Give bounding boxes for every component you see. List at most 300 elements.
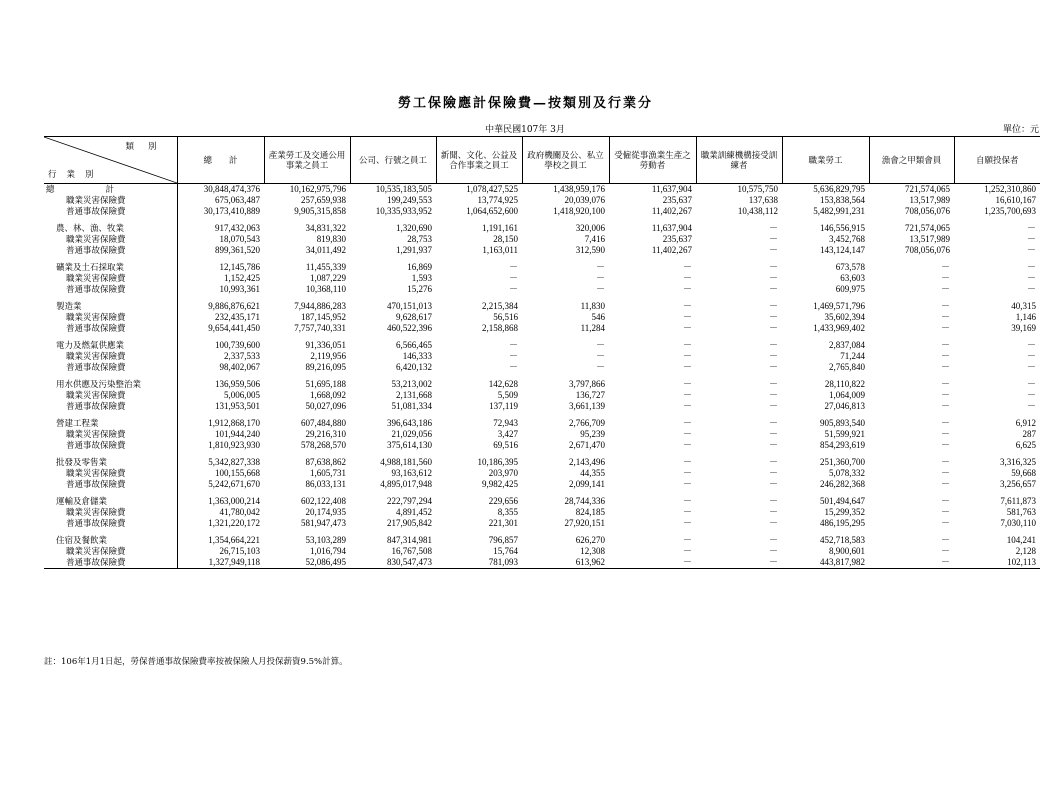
table-cell: 93,163,612 [391, 468, 432, 478]
table-cell: 1,354,664,221 [208, 535, 260, 545]
table-cell: 2,131,668 [396, 390, 432, 400]
table-cell: － [768, 262, 778, 272]
col-header: 職業勞工 [782, 137, 869, 184]
table-cell: 102,113 [954, 557, 1040, 569]
table-cell: 11,830 [580, 301, 605, 311]
table-cell: 11,637,904 [651, 184, 692, 194]
table-cell: 13,517,989 [909, 195, 950, 205]
table-cell: － [940, 390, 950, 400]
table-cell: 28,110,822 [824, 379, 865, 389]
table-cell: 1,146 [1015, 312, 1036, 322]
table-cell: － [768, 323, 778, 333]
table-cell: 11,637,904 [651, 223, 692, 233]
table-cell: － [768, 518, 778, 528]
table-cell: 137,119 [489, 401, 518, 411]
table-cell: 11,284 [580, 323, 605, 333]
table-cell: 28,150 [493, 234, 518, 244]
table-row [44, 206, 1040, 217]
table-cell: 1,363,000,214 [208, 496, 260, 506]
table-cell: 89,216,095 [305, 362, 346, 372]
header-row [44, 137, 1040, 184]
row-label: 普通事故保險費 [44, 362, 177, 373]
table-row [44, 451, 1040, 468]
table-row [44, 312, 1040, 323]
table-cell: － [508, 262, 518, 272]
table-cell: 721,574,065 [905, 184, 950, 194]
table-cell: － [768, 390, 778, 400]
table-cell: 30,848,474,376 [203, 184, 260, 194]
table-cell: － [940, 301, 950, 311]
table-cell: 136,959,506 [215, 379, 260, 389]
table-cell: － [768, 479, 778, 489]
table-cell: － [682, 479, 692, 489]
table-cell: － [682, 496, 692, 506]
table-cell: 16,610,167 [995, 195, 1036, 205]
report-period: 中華民國107年 3月 [485, 125, 565, 135]
table-cell: － [682, 340, 692, 350]
table-cell: 9,886,876,621 [208, 301, 260, 311]
table-cell: 10,186,395 [477, 457, 518, 467]
table-row [44, 334, 1040, 351]
table-cell: 59,668 [1011, 468, 1036, 478]
table-cell: － [595, 284, 605, 294]
table-cell: － [682, 351, 692, 361]
table-cell: 2,837,084 [829, 340, 865, 350]
table-cell: 6,912 [1015, 418, 1036, 428]
table-cell: － [940, 507, 950, 517]
table-cell: － [682, 468, 692, 478]
row-label: 職業災害保險費 [44, 507, 177, 518]
table-cell: － [682, 379, 692, 389]
row-label: 普通事故保險費 [44, 245, 177, 256]
table-cell: 1,438,959,176 [553, 184, 605, 194]
table-cell: 581,763 [1006, 507, 1036, 517]
table-cell: － [940, 273, 950, 283]
table-row [44, 245, 1040, 256]
table-cell: 320,006 [575, 223, 605, 233]
table-cell: － [1026, 362, 1036, 372]
row-label: 製造業 [44, 295, 177, 312]
table-cell: － [940, 262, 950, 272]
table-cell: － [682, 262, 692, 272]
table-row [44, 557, 1040, 569]
table-cell: 5,078,332 [829, 468, 865, 478]
table-cell: 1,593 [411, 273, 432, 283]
table-cell: － [869, 557, 954, 569]
table-cell: 8,900,601 [829, 546, 865, 556]
table-cell: 1,064,652,600 [466, 206, 518, 216]
table-cell: 2,158,868 [482, 323, 518, 333]
table-cell: － [682, 390, 692, 400]
table-cell: 153,838,564 [820, 195, 865, 205]
table-cell: － [768, 284, 778, 294]
unit-label: 單位：元 [1002, 125, 1039, 135]
table-cell: － [696, 557, 782, 569]
table-cell: 53,103,289 [305, 535, 346, 545]
table-cell: － [940, 468, 950, 478]
col-header: 職業訓練機構接受訓練者 [696, 137, 782, 184]
table-row [44, 217, 1040, 234]
row-label: 職業災害保險費 [44, 390, 177, 401]
table-row [44, 440, 1040, 451]
col-header: 產業勞工及交通公用事業之員工 [264, 137, 350, 184]
table-cell: － [609, 557, 696, 569]
table-cell: － [768, 507, 778, 517]
table-cell: 819,830 [316, 234, 346, 244]
table-cell: 899,361,520 [215, 245, 260, 255]
table-cell: － [682, 323, 692, 333]
table-cell: 602,122,408 [301, 496, 346, 506]
table-cell: 72,943 [493, 418, 518, 428]
table-cell: 854,293,619 [820, 440, 865, 450]
table-cell: 101,944,240 [215, 429, 260, 439]
col-header: 受僱從事漁業生產之勞動者 [609, 137, 696, 184]
table-cell: 287 [1022, 429, 1036, 439]
table-cell: 486,195,295 [820, 518, 865, 528]
table-cell: 13,517,989 [909, 234, 950, 244]
row-label: 農、林、漁、牧業 [44, 217, 177, 234]
table-cell: － [940, 312, 950, 322]
table-cell: 12,145,786 [219, 262, 260, 272]
table-cell: 1,252,310,860 [984, 184, 1036, 194]
table-cell: 3,452,768 [829, 234, 865, 244]
table-cell: 1,087,229 [310, 273, 346, 283]
table-cell: 673,578 [835, 262, 865, 272]
table-cell: 222,797,294 [387, 496, 432, 506]
table-cell: － [682, 546, 692, 556]
table-cell: 443,817,982 [782, 557, 869, 569]
table-cell: 232,435,171 [215, 312, 260, 322]
table-cell: 917,432,063 [215, 223, 260, 233]
table-cell: 9,654,441,450 [208, 323, 260, 333]
table-cell: 26,715,103 [219, 546, 260, 556]
table-cell: 578,268,570 [301, 440, 346, 450]
table-cell: 824,185 [575, 507, 605, 517]
table-cell: 3,427 [497, 429, 518, 439]
table-cell: 52,086,495 [264, 557, 350, 569]
table-cell: 1,191,161 [482, 223, 518, 233]
table-cell: 229,656 [488, 496, 518, 506]
table-cell: － [768, 468, 778, 478]
table-cell: 10,162,975,796 [289, 184, 346, 194]
table-cell: 86,033,131 [305, 479, 346, 489]
table-cell: 2,128 [1015, 546, 1036, 556]
table-cell: － [682, 273, 692, 283]
corner-industry-label: 行業別 [48, 169, 104, 179]
table-row [44, 234, 1040, 245]
table-cell: 11,455,339 [305, 262, 346, 272]
table-cell: － [508, 284, 518, 294]
table-cell: 3,256,657 [1000, 479, 1036, 489]
table-cell: 7,611,873 [1000, 496, 1036, 506]
table-cell: 581,947,473 [301, 518, 346, 528]
table-cell: － [508, 351, 518, 361]
table-cell: 1,605,731 [310, 468, 346, 478]
table-cell: 1,064,009 [829, 390, 865, 400]
table-cell: － [595, 273, 605, 283]
table-row [44, 401, 1040, 412]
table-cell: － [940, 457, 950, 467]
table-cell: 12,308 [580, 546, 605, 556]
table-cell: － [508, 362, 518, 372]
table-cell: 847,314,981 [387, 535, 432, 545]
table-cell: 7,030,110 [1000, 518, 1036, 528]
col-header: 自願投保者 [954, 137, 1040, 184]
table-cell: 1,235,700,693 [984, 206, 1036, 216]
table-cell: 91,336,051 [305, 340, 346, 350]
table-cell: 10,335,933,952 [375, 206, 432, 216]
table-row [44, 490, 1040, 507]
table-cell: 5,636,829,795 [813, 184, 865, 194]
table-cell: 5,342,827,338 [208, 457, 260, 467]
table-cell: 9,905,315,858 [294, 206, 346, 216]
table-cell: － [1026, 262, 1036, 272]
table-cell: 34,831,322 [305, 223, 346, 233]
table-cell: 100,739,600 [215, 340, 260, 350]
table-cell: － [940, 418, 950, 428]
table-cell: 20,039,076 [564, 195, 605, 205]
table-cell: 8,355 [497, 507, 518, 517]
row-label: 批發及零售業 [44, 451, 177, 468]
table-cell: 221,301 [488, 518, 518, 528]
table-cell: － [768, 429, 778, 439]
col-header: 漁會之甲類會員 [869, 137, 954, 184]
table-cell: 217,905,842 [387, 518, 432, 528]
table-cell: 5,482,991,231 [813, 206, 865, 216]
table-cell: － [940, 323, 950, 333]
table-cell: 375,614,130 [387, 440, 432, 450]
table-cell: 27,920,151 [564, 518, 605, 528]
table-cell: 21,029,056 [391, 429, 432, 439]
table-cell: 1,810,923,930 [208, 440, 260, 450]
row-label: 職業災害保險費 [44, 273, 177, 284]
table-cell: 136,727 [575, 390, 605, 400]
table-cell: 16,869 [407, 262, 432, 272]
table-cell: 781,093 [436, 557, 522, 569]
row-label: 礦業及土石採取業 [44, 256, 177, 273]
row-label: 電力及燃氣供應業 [44, 334, 177, 351]
table-cell: － [1026, 340, 1036, 350]
table-cell: － [768, 234, 778, 244]
table-cell: 7,944,886,283 [294, 301, 346, 311]
table-row [44, 507, 1040, 518]
table-cell: － [940, 535, 950, 545]
table-cell: 452,718,583 [820, 535, 865, 545]
col-header: 新聞、文化、公益及合作事業之員工 [436, 137, 522, 184]
table-cell: 1,469,571,796 [813, 301, 865, 311]
table-cell: 69,516 [493, 440, 518, 450]
row-label: 職業災害保險費 [44, 468, 177, 479]
table-row [44, 323, 1040, 334]
table-cell: 143,124,147 [820, 245, 865, 255]
table-cell: － [682, 457, 692, 467]
insurance-premium-table [44, 136, 1040, 569]
table-cell: 905,893,540 [820, 418, 865, 428]
table-cell: － [682, 284, 692, 294]
page-title: 勞工保險應計保險費—按類別及行業分 [397, 96, 653, 111]
table-cell: 10,993,361 [219, 284, 260, 294]
row-label: 運輸及倉儲業 [44, 490, 177, 507]
table-cell: 10,535,183,505 [375, 184, 432, 194]
table-cell: 1,320,690 [396, 223, 432, 233]
table-cell: 39,169 [1011, 323, 1036, 333]
table-cell: 1,418,920,100 [553, 206, 605, 216]
table-cell: － [682, 507, 692, 517]
table-row [44, 412, 1040, 429]
table-cell: 41,780,042 [219, 507, 260, 517]
table-cell: － [940, 401, 950, 411]
table-cell: 501,494,647 [820, 496, 865, 506]
table-cell: 675,063,487 [215, 195, 260, 205]
table-cell: 721,574,065 [905, 223, 950, 233]
table-cell: － [768, 223, 778, 233]
table-cell: 10,368,110 [305, 284, 346, 294]
col-header: 總 計 [177, 137, 264, 184]
table-row [44, 529, 1040, 546]
table-cell: 199,249,553 [387, 195, 432, 205]
table-cell: － [682, 440, 692, 450]
table-cell: － [595, 351, 605, 361]
table-cell: 251,360,700 [820, 457, 865, 467]
table-row [44, 362, 1040, 373]
table-cell: 546 [591, 312, 605, 322]
table-row [44, 351, 1040, 362]
table-cell: 71,244 [840, 351, 865, 361]
table-cell: 6,566,465 [396, 340, 432, 350]
table-cell: 10,575,750 [737, 184, 778, 194]
table-cell: － [940, 362, 950, 372]
table-cell: 137,638 [748, 195, 778, 205]
row-label: 職業災害保險費 [44, 351, 177, 362]
table-cell: 7,416 [584, 234, 605, 244]
table-cell: 830,547,473 [350, 557, 436, 569]
table-cell: － [940, 546, 950, 556]
row-label: 職業災害保險費 [44, 195, 177, 206]
table-cell: 13,774,925 [477, 195, 518, 205]
table-row [44, 546, 1040, 557]
table-row [44, 373, 1040, 390]
row-label: 住宿及餐飲業 [44, 529, 177, 546]
table-cell: － [768, 418, 778, 428]
table-cell: 27,046,813 [824, 401, 865, 411]
table-cell: － [940, 379, 950, 389]
table-cell: 56,516 [493, 312, 518, 322]
table-cell: 5,006,005 [224, 390, 260, 400]
table-cell: 87,638,862 [305, 457, 346, 467]
table-cell: 1,291,937 [396, 245, 432, 255]
table-cell: 257,659,938 [301, 195, 346, 205]
table-cell: － [768, 273, 778, 283]
table-cell: 796,857 [488, 535, 518, 545]
row-label: 普通事故保險費 [44, 206, 177, 217]
table-cell: 2,671,470 [569, 440, 605, 450]
table-cell: 460,522,396 [387, 323, 432, 333]
table-cell: 6,625 [1015, 440, 1036, 450]
table-cell: － [508, 273, 518, 283]
corner-category-label: 類別 [125, 141, 171, 151]
table-cell: － [682, 518, 692, 528]
table-cell: 609,975 [835, 284, 865, 294]
table-cell: － [1026, 390, 1036, 400]
table-cell: － [940, 340, 950, 350]
table-cell: 187,145,952 [301, 312, 346, 322]
table-cell: 35,602,394 [824, 312, 865, 322]
table-cell: 1,912,868,170 [208, 418, 260, 428]
table-row [44, 429, 1040, 440]
table-cell: 3,797,866 [569, 379, 605, 389]
table-cell: 44,355 [580, 468, 605, 478]
table-cell: 5,509 [497, 390, 518, 400]
row-label: 營建工程業 [44, 412, 177, 429]
table-cell: － [1026, 401, 1036, 411]
table-cell: － [595, 362, 605, 372]
table-cell: － [1026, 234, 1036, 244]
table-cell: － [595, 340, 605, 350]
table-cell: － [682, 301, 692, 311]
table-cell: 30,173,410,889 [203, 206, 260, 216]
table-cell: 1,163,011 [482, 245, 518, 255]
table-cell: － [940, 440, 950, 450]
table-cell: － [1026, 284, 1036, 294]
table-cell: － [682, 312, 692, 322]
row-label: 職業災害保險費 [44, 312, 177, 323]
table-cell: 100,155,668 [215, 468, 260, 478]
row-label: 普通事故保險費 [44, 440, 177, 451]
table-cell: － [940, 351, 950, 361]
table-cell: 2,765,840 [829, 362, 865, 372]
table-cell: 4,895,017,948 [380, 479, 432, 489]
table-cell: 28,744,336 [564, 496, 605, 506]
table-cell: 95,239 [580, 429, 605, 439]
table-cell: 4,988,181,560 [380, 457, 432, 467]
table-cell: 142,628 [488, 379, 518, 389]
table-cell: 2,119,956 [310, 351, 346, 361]
table-cell: － [768, 312, 778, 322]
table-cell: 50,027,096 [305, 401, 346, 411]
table-cell: 1,668,092 [310, 390, 346, 400]
row-label: 普通事故保險費 [44, 479, 177, 490]
table-cell: 2,143,496 [569, 457, 605, 467]
table-cell: 15,299,352 [824, 507, 865, 517]
table-cell: 1,433,969,402 [813, 323, 865, 333]
row-label: 普通事故保險費 [44, 284, 177, 295]
table-row [44, 468, 1040, 479]
table-cell: 203,970 [488, 468, 518, 478]
table-cell: 11,402,267 [651, 206, 692, 216]
header-corner [44, 137, 177, 184]
table-cell: 2,099,141 [569, 479, 605, 489]
table-cell: 1,327,949,118 [177, 557, 264, 569]
table-cell: 18,070,543 [219, 234, 260, 244]
table-cell: － [940, 284, 950, 294]
row-label: 普通事故保險費 [44, 401, 177, 412]
table-cell: 7,757,740,331 [294, 323, 346, 333]
table-row [44, 256, 1040, 273]
table-cell: 11,402,267 [651, 245, 692, 255]
table-cell: 235,637 [662, 195, 692, 205]
table-cell: － [508, 340, 518, 350]
row-label: 職業災害保險費 [44, 234, 177, 245]
table-cell: 16,767,508 [391, 546, 432, 556]
footnote: 註：106年1月1日起，勞保普通事故保險費率按被保險人月投保薪資9.5%計算。 [44, 657, 348, 667]
table-cell: 235,637 [662, 234, 692, 244]
table-row [44, 518, 1040, 529]
table-cell: 10,438,112 [737, 206, 778, 216]
table-cell: 1,078,427,525 [466, 184, 518, 194]
table-row [44, 284, 1040, 295]
row-label: 職業災害保險費 [44, 429, 177, 440]
table-cell: 34,011,492 [305, 245, 346, 255]
